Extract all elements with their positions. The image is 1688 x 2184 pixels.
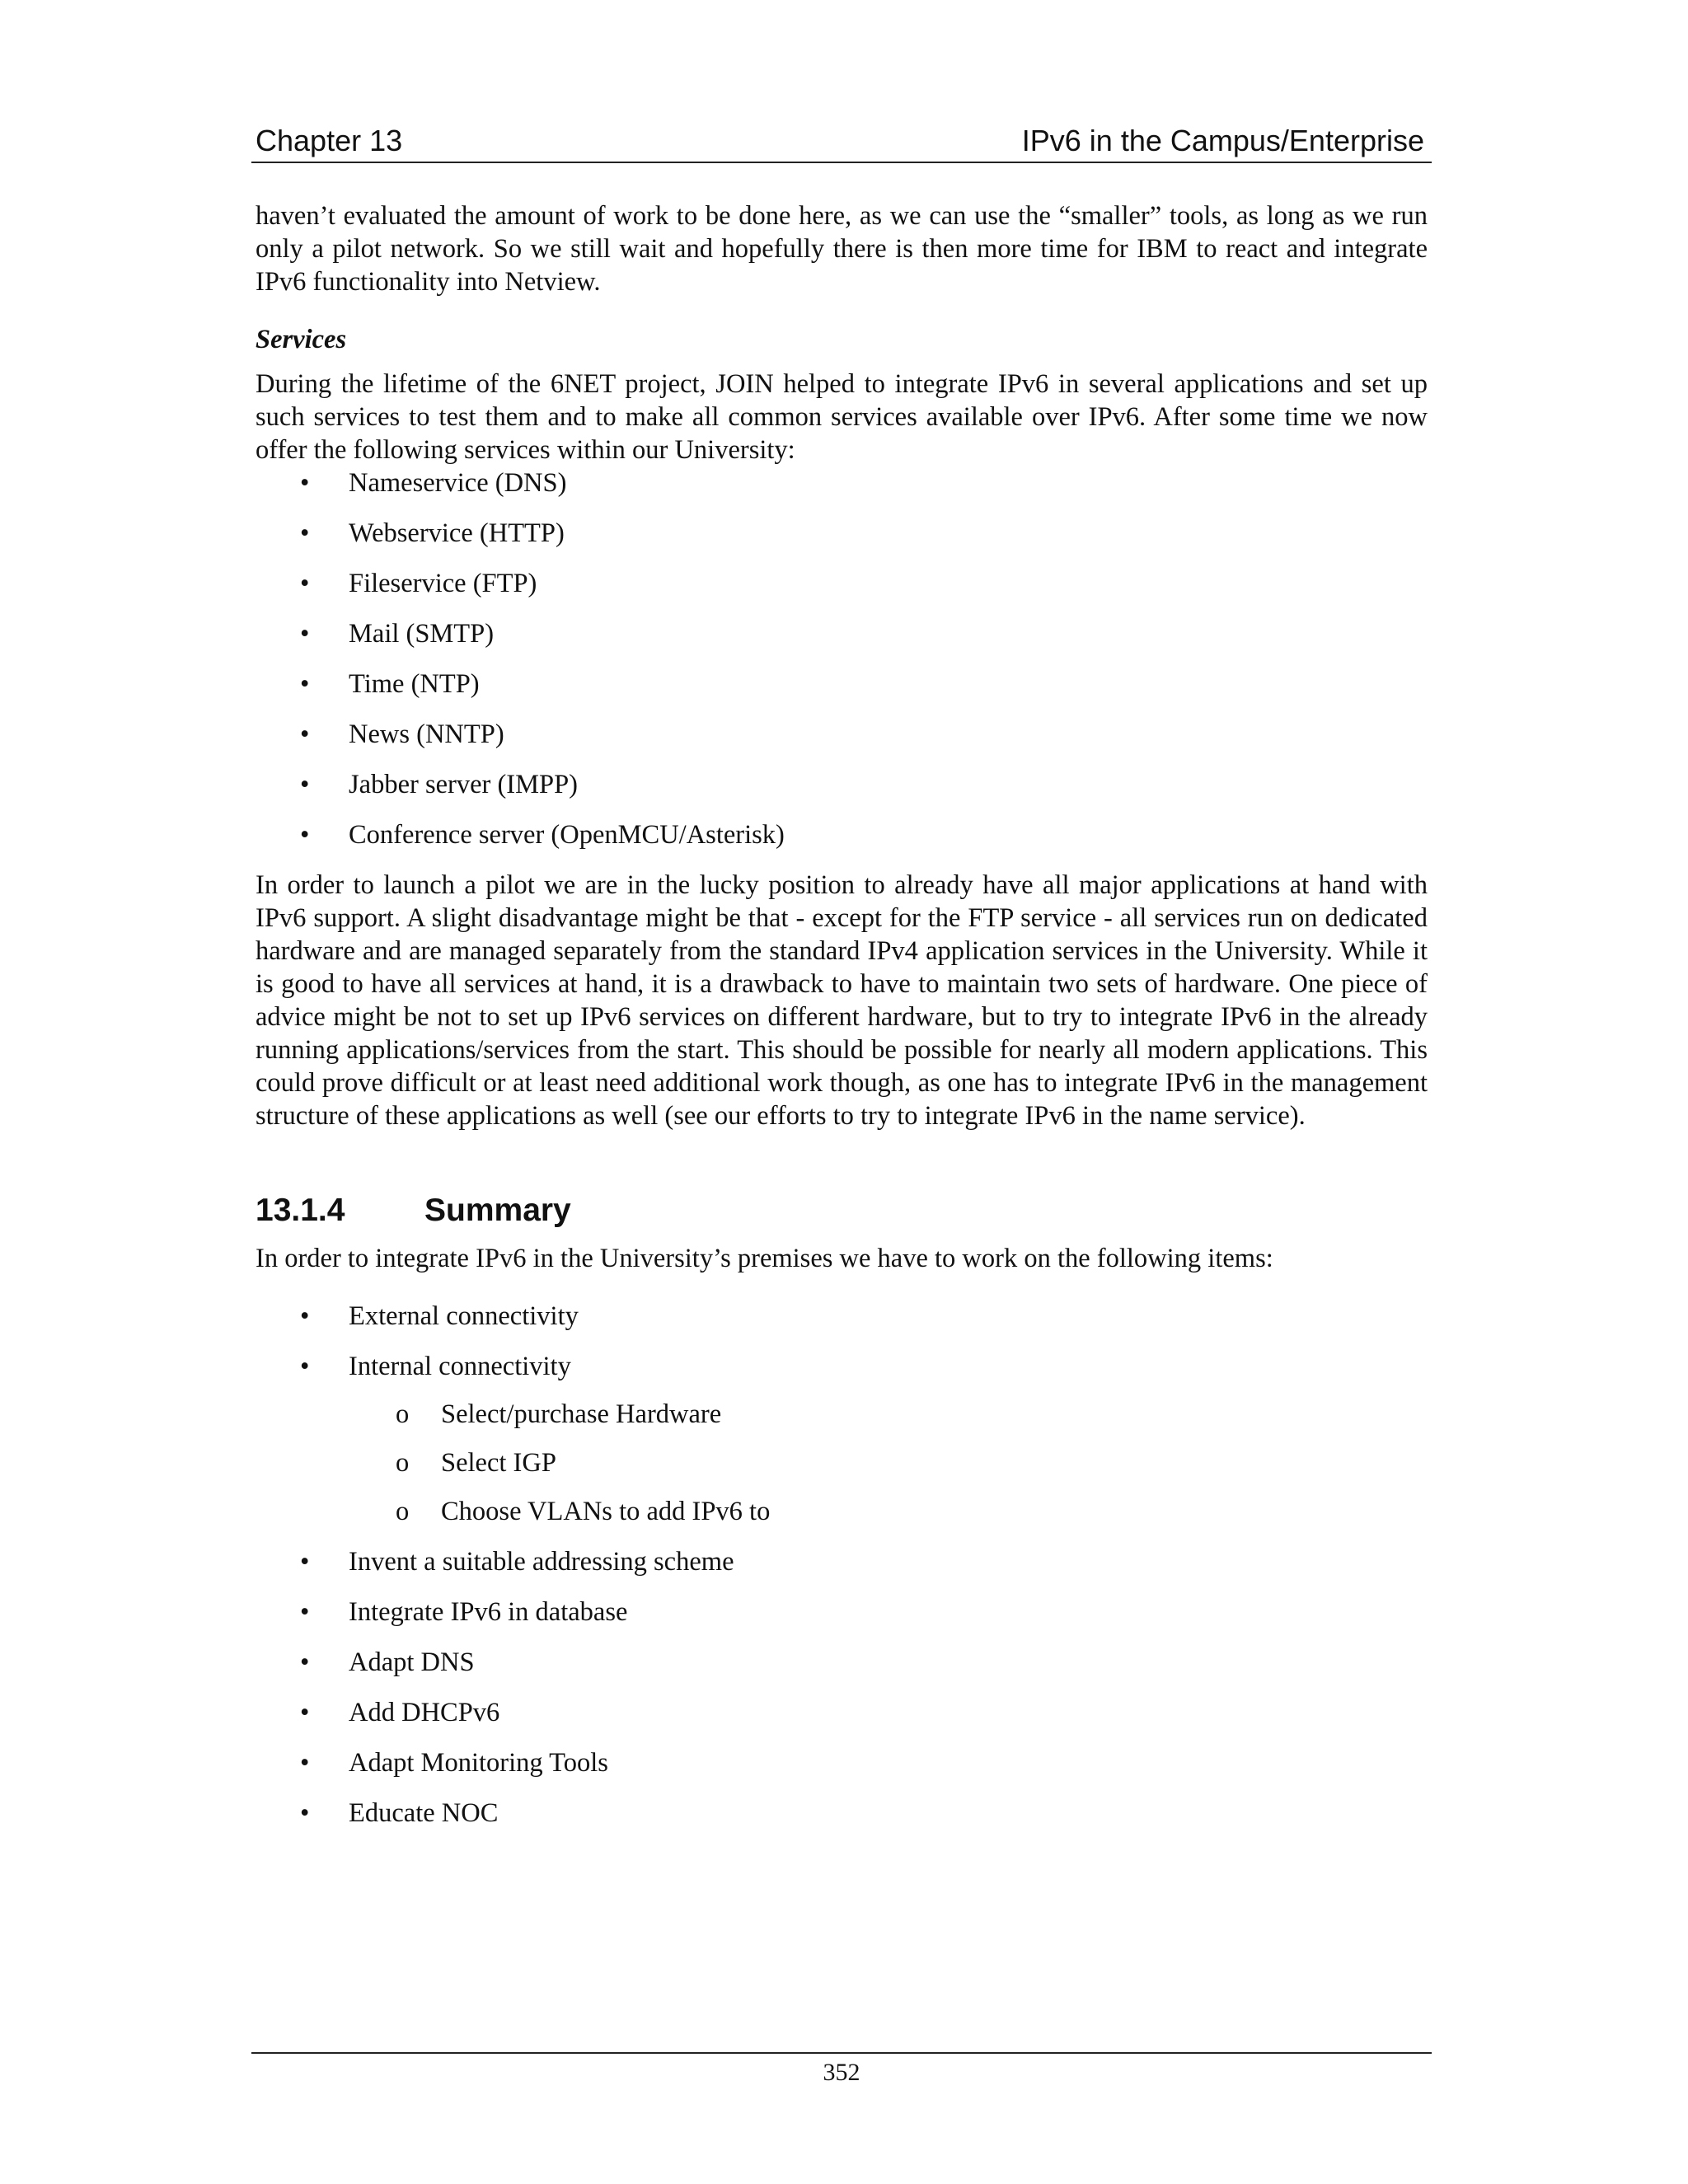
list-item-text: Adapt Monitoring Tools: [349, 1748, 608, 1778]
list-item-text: External connectivity: [349, 1301, 579, 1331]
bullet-icon: •: [300, 1698, 310, 1727]
bullet-icon: •: [300, 1597, 310, 1627]
list-item: [256, 617, 1428, 668]
list-item: [256, 1646, 1428, 1696]
header-title: IPv6 in the Campus/Enterprise: [1021, 124, 1424, 157]
list-item-text: Educate NOC: [349, 1798, 499, 1828]
list-item-text: News (NNTP): [349, 719, 504, 749]
sub-bullet-icon: o: [396, 1399, 410, 1429]
list-item-text: Integrate IPv6 in database: [349, 1597, 628, 1627]
header-chapter: Chapter 13: [256, 124, 403, 157]
list-item: [256, 668, 1428, 718]
bullet-icon: •: [300, 518, 310, 548]
list-item-text: Time (NTP): [349, 669, 480, 699]
sub-list-item-text: Choose VLANs to add IPv6 to: [441, 1497, 771, 1526]
summary-intro: In order to integrate IPv6 in the University’s premises we have to work on the following items:: [256, 1244, 1273, 1273]
list-item: [256, 818, 1428, 869]
list-item: [256, 517, 1428, 567]
list-item: [256, 567, 1428, 617]
page-body: [256, 199, 1428, 1847]
page-number: 352: [823, 2059, 860, 2086]
list-item-text: Adapt DNS: [349, 1647, 475, 1677]
list-item: [256, 466, 1428, 517]
page-header: [251, 120, 1432, 163]
sub-list-item: [256, 1398, 1428, 1446]
page-footer: [251, 2052, 1432, 2087]
list-item-text: Conference server (OpenMCU/Asterisk): [349, 820, 785, 850]
list-item-text: Webservice (HTTP): [349, 518, 565, 548]
bullet-icon: •: [300, 1352, 310, 1381]
list-item: [256, 1300, 1428, 1350]
bullet-icon: •: [300, 669, 310, 699]
list-item: [256, 1696, 1428, 1746]
list-item-text: Invent a suitable addressing scheme: [349, 1547, 734, 1577]
list-item: [256, 1545, 1428, 1596]
list-item: [256, 718, 1428, 768]
services-heading: Services: [256, 325, 347, 354]
list-item-text: Jabber server (IMPP): [349, 770, 578, 799]
bullet-icon: •: [300, 820, 310, 850]
section-number: 13.1.4: [256, 1193, 345, 1228]
list-item-text: Add DHCPv6: [349, 1698, 500, 1727]
sub-list-item-text: Select/purchase Hardware: [441, 1399, 722, 1429]
list-item-text: Mail (SMTP): [349, 619, 495, 649]
list-item: [256, 768, 1428, 818]
services-list: [256, 466, 1428, 869]
bullet-icon: •: [300, 1547, 310, 1577]
sub-bullet-icon: o: [396, 1497, 410, 1526]
list-item: [256, 1350, 1428, 1545]
sub-list: [256, 1398, 1428, 1545]
list-item: [256, 1797, 1428, 1847]
bullet-icon: •: [300, 1301, 310, 1331]
bullet-icon: •: [300, 1798, 310, 1828]
bullet-icon: •: [300, 770, 310, 799]
sub-list-item: [256, 1446, 1428, 1495]
bullet-icon: •: [300, 468, 310, 498]
sub-list-item: [256, 1495, 1428, 1545]
paragraph-netview: haven’t evaluated the amount of work to be done here, as we can use the “smaller” tools, as long as we run only a pilot network. So we still wait and hopefully there is then more time for IBM to react and integrate IPv6 functionality into Netview.: [256, 201, 1428, 297]
list-item: [256, 1746, 1428, 1797]
services-intro: During the lifetime of the 6NET project, JOIN helped to integrate IPv6 in several applications and set up such services to test them and to make all common services available over IPv6. After some time we now offer the following services within our University:: [256, 369, 1428, 465]
bullet-icon: •: [300, 569, 310, 598]
bullet-icon: •: [300, 619, 310, 649]
sub-list-item-text: Select IGP: [441, 1448, 556, 1478]
paragraph-pilot: In order to launch a pilot we are in the lucky position to already have all major applications at hand with IPv6 support. A slight disadvantage might be that - except for the FTP service - all services run on dedicated hardware and are managed separately from the standard IPv4 application services in the University. While it is good to have all services at hand, it is a drawback to have to maintain two sets of hardware. One piece of advice might be not to set up IPv6 services on different hardware, but to try to integrate IPv6 in the already running applications/services from the start. This should be possible for nearly all modern applications. This could prove difficult or at least need additional work though, as one has to integrate IPv6 in the management structure of these applications as well (see our efforts to try to integrate IPv6 in the name service).: [256, 870, 1428, 1131]
sub-bullet-icon: o: [396, 1448, 410, 1478]
section-heading: [256, 1194, 1428, 1237]
list-item-text: Internal connectivity: [349, 1352, 571, 1381]
bullet-icon: •: [300, 1748, 310, 1778]
bullet-icon: •: [300, 719, 310, 749]
bullet-icon: •: [300, 1647, 310, 1677]
list-item-text: Fileservice (FTP): [349, 569, 537, 598]
section-title: Summary: [424, 1193, 571, 1228]
list-item-text: Nameservice (DNS): [349, 468, 567, 498]
summary-list: [256, 1300, 1428, 1847]
list-item: [256, 1596, 1428, 1646]
